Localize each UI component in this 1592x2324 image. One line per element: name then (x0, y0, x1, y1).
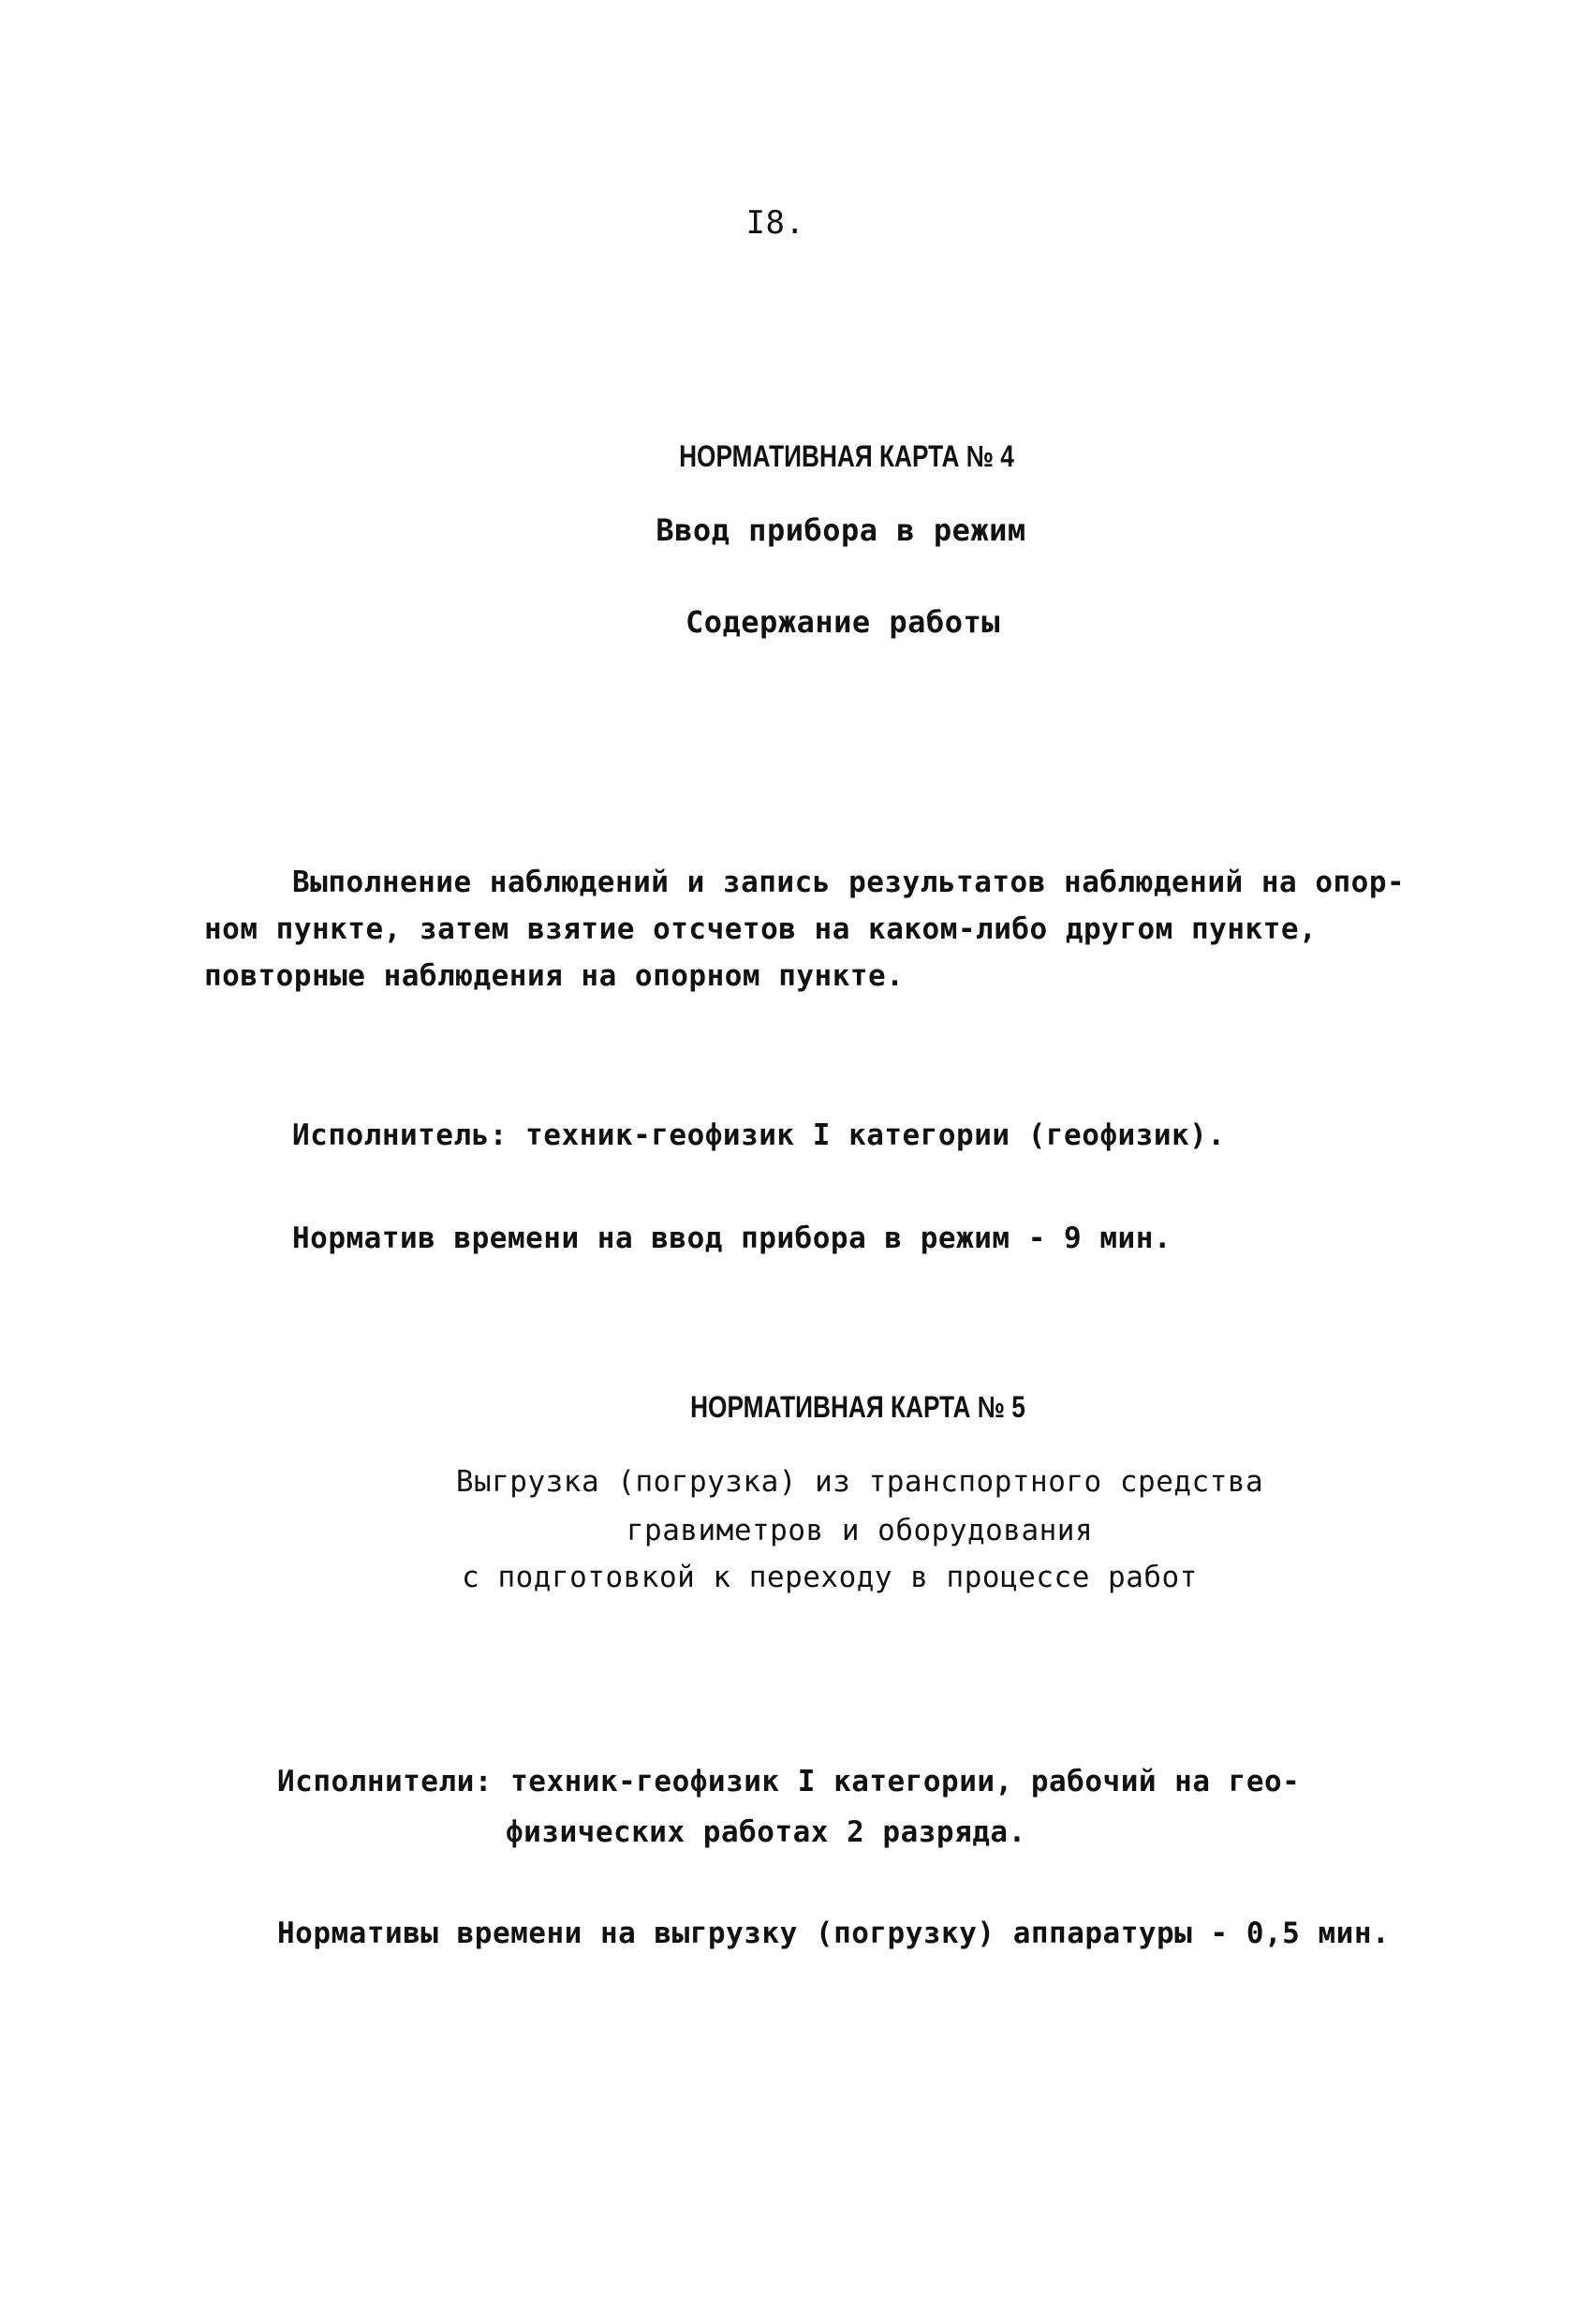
card5-title-line: гравиметров и оборудования (626, 1514, 1094, 1547)
card5-heading: НОРМАТИВНАЯ КАРТА № 5 (690, 1390, 1025, 1424)
card4-content-line: ном пункте, затем взятие отсчетов на каком-либо другом пункте, (204, 912, 1318, 946)
card4-heading: НОРМАТИВНАЯ КАРТА № 4 (679, 439, 1014, 473)
card4-executor: Исполнитель: техник-геофизик I категории (геофизик). (292, 1118, 1226, 1152)
card4-content-line: повторные наблюдения на опорном пункте. (204, 959, 905, 993)
page-number: I8. (745, 204, 805, 242)
card4-title: Ввод прибора в режим (656, 512, 1026, 548)
card5-executors-line: Исполнители: техник-геофизик I категории, рабочий на гео- (277, 1765, 1301, 1799)
card5-norm: Нормативы времени на выгрузку (погрузку) аппаратуры - 0,5 мин. (277, 1917, 1391, 1950)
card5-title-line: с подготовкой к переходу в процессе работ (462, 1561, 1198, 1594)
card4-content-line: Выполнение наблюдений и запись результатов наблюдений на опор- (292, 866, 1406, 899)
card5-title-line: Выгрузка (погрузка) из транспортного средства (455, 1465, 1264, 1499)
card4-norm: Норматив времени на ввод прибора в режим - 9 мин. (292, 1221, 1172, 1255)
card4-subtitle: Содержание работы (685, 604, 1001, 640)
card5-executors-line: физических работах 2 разряда. (506, 1815, 1026, 1849)
